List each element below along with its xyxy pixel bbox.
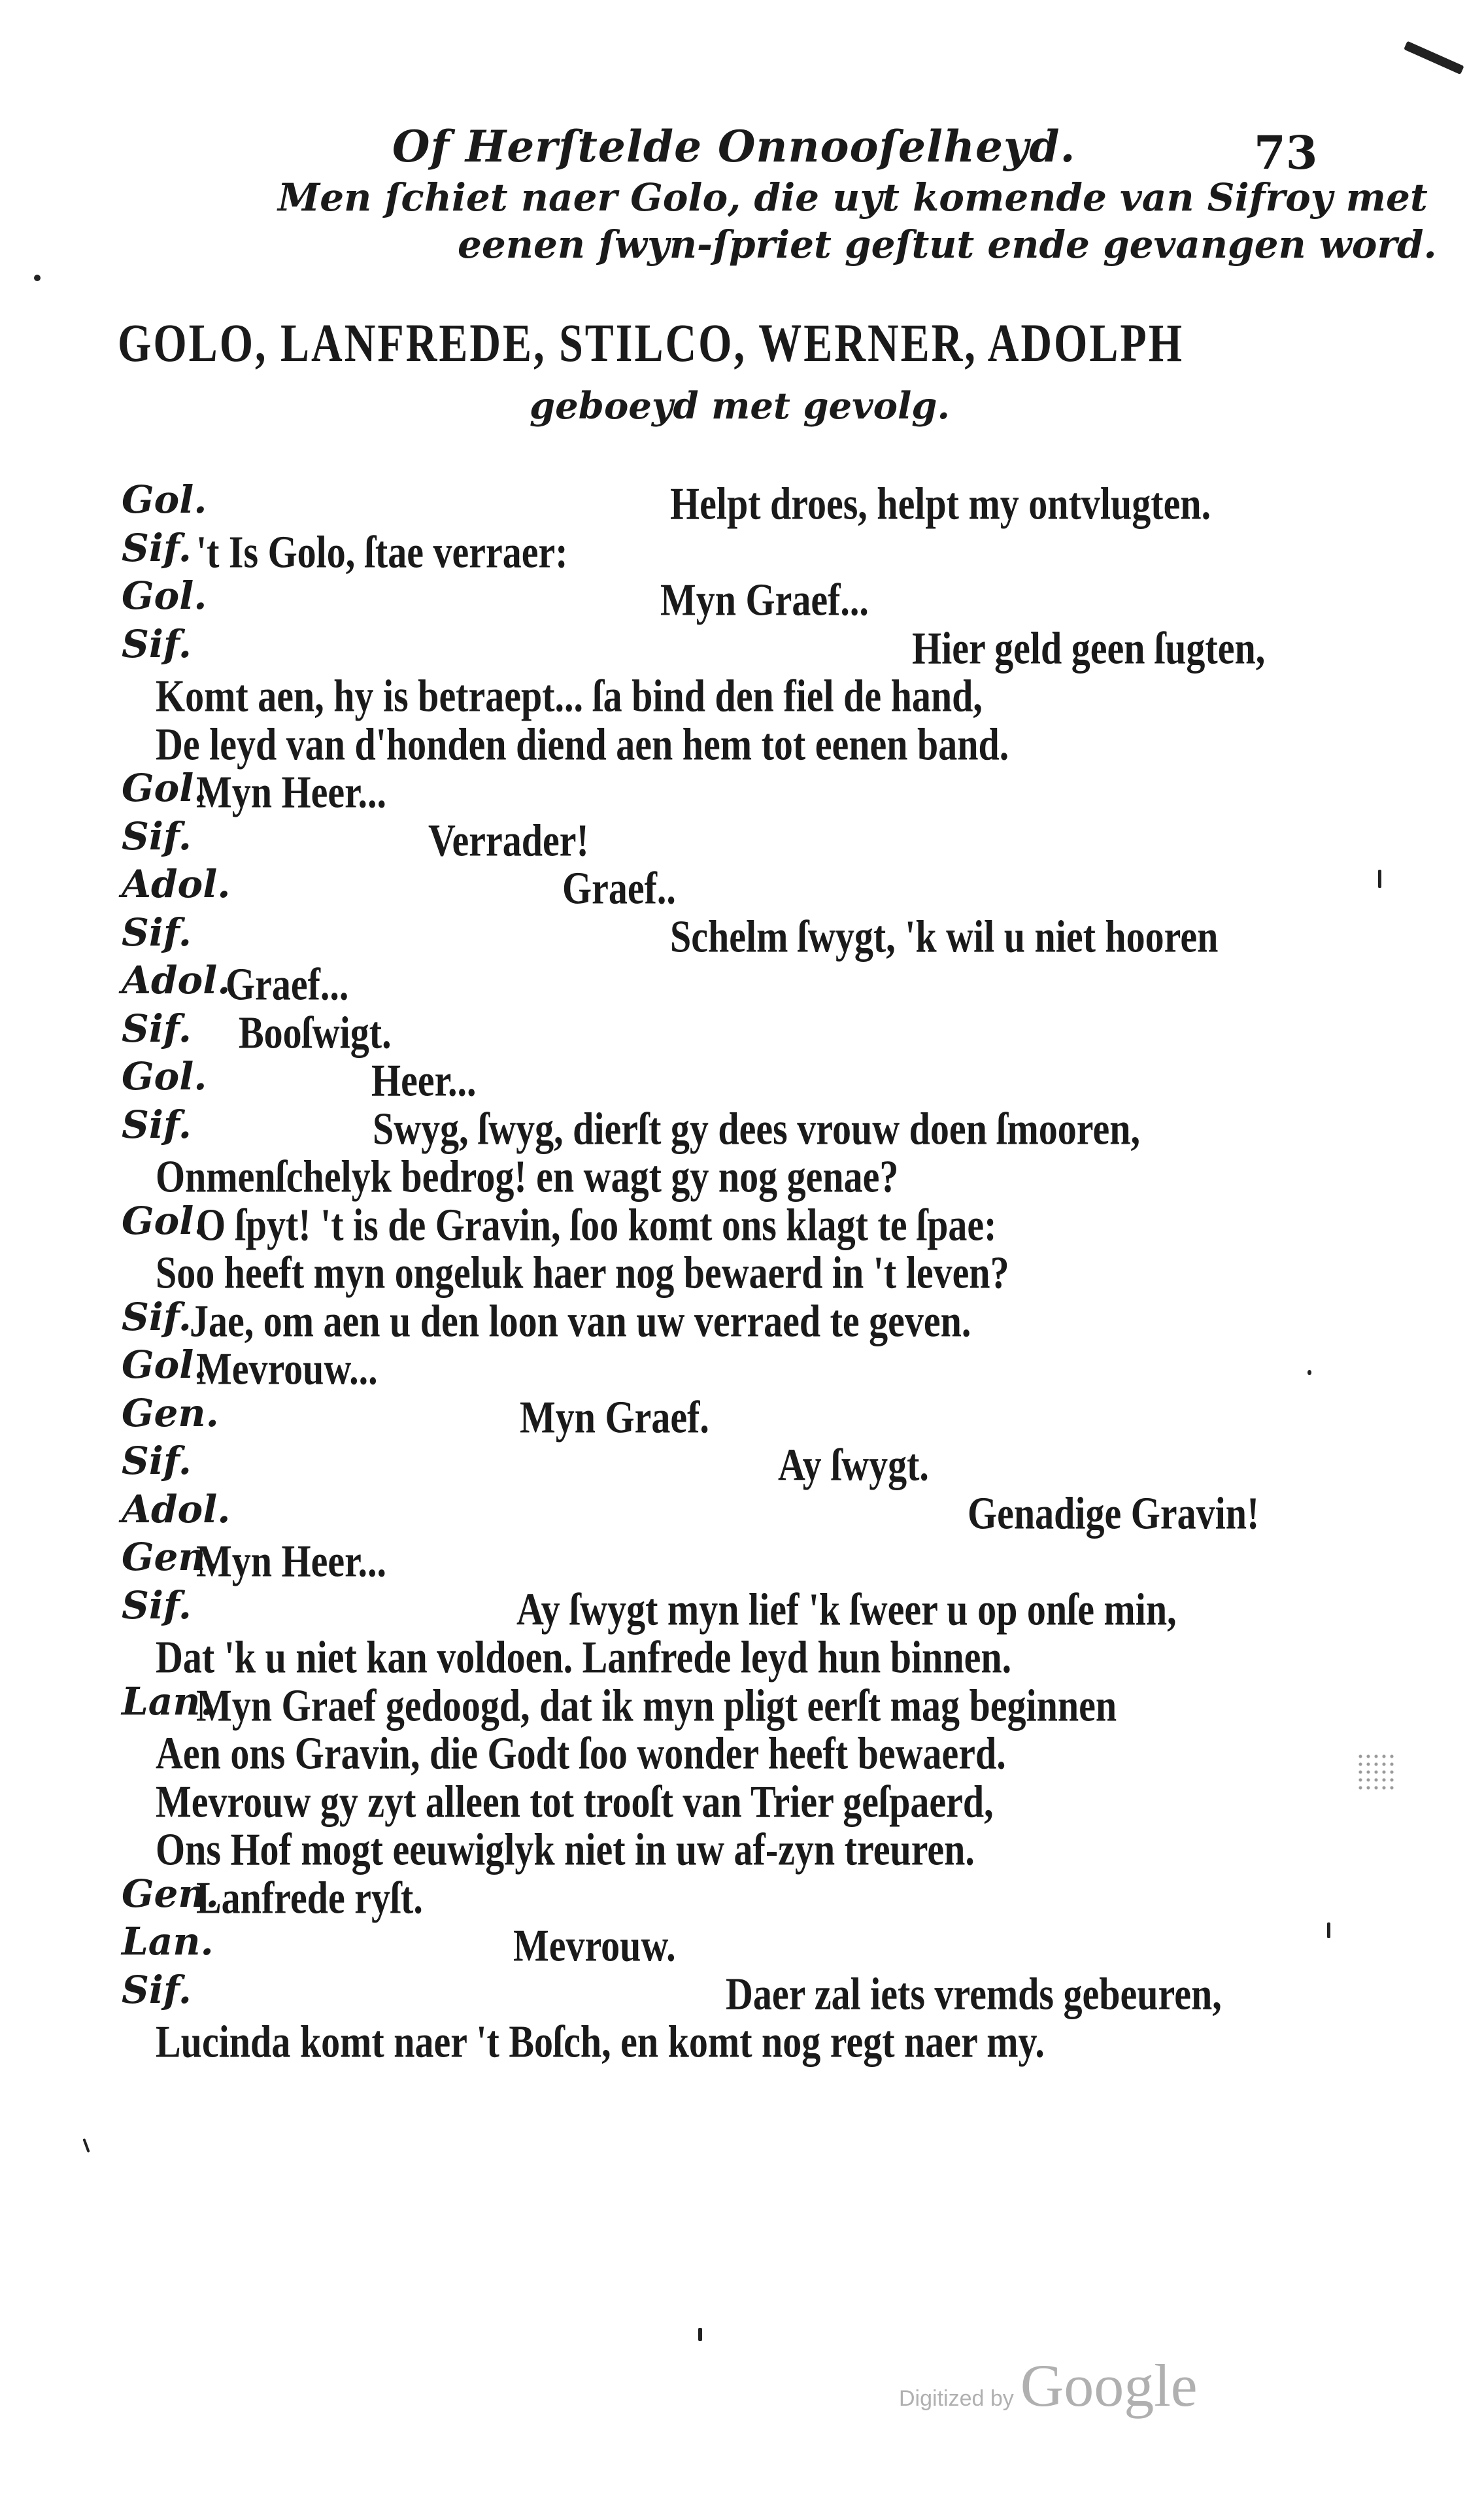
speech-text: Booſwigt. <box>239 1006 392 1058</box>
speaker-name: Gen. <box>122 1535 219 1579</box>
dialogue-line <box>0 718 1484 770</box>
dialogue-line <box>0 1390 1484 1443</box>
watermark-brand: Google <box>1020 2352 1198 2419</box>
speaker-name: Sif. <box>122 910 192 955</box>
dialogue-line <box>0 1727 1484 1779</box>
dialogue-line <box>0 670 1484 722</box>
dialogue-line <box>0 1198 1484 1250</box>
speech-text: Helpt droes, helpt my ontvlugten. <box>670 478 1211 530</box>
scan-corner-mark <box>1404 41 1464 75</box>
speech-text: Ay ſwygt myn lief 'k ſweer u op onſe min, <box>516 1583 1177 1635</box>
speech-text: Dat 'k u niet kan voldoen. Lanfrede leyd hun binnen. <box>156 1631 1012 1683</box>
margin-speck <box>82 2138 90 2153</box>
dialogue-line <box>0 621 1484 674</box>
speech-text: Hier geld geen ſugten, <box>912 622 1266 674</box>
speech-text: Myn Heer... <box>196 1535 387 1587</box>
speaker-name: Gol. <box>122 1198 207 1243</box>
dialogue-line <box>0 573 1484 626</box>
speaker-name: Gen. <box>122 1871 219 1916</box>
dialogue-line <box>0 1294 1484 1346</box>
speech-text: Jae, om aen u den loon van uw verraed te geven. <box>190 1295 971 1346</box>
speech-text: Daer zal iets vremds gebeuren, <box>726 1968 1222 2019</box>
dialogue-line <box>0 958 1484 1010</box>
speech-text: Aen ons Gravin, die Godt ſoo wonder heeft bewaerd. <box>156 1728 1006 1779</box>
dialogue-line <box>0 1102 1484 1154</box>
dialogue-line <box>0 1342 1484 1395</box>
speech-text: O ſpyt! 't is de Gravin, ſoo komt ons klagt te ſpae: <box>196 1199 997 1250</box>
dialogue-line <box>0 1823 1484 1875</box>
speech-text: Swyg, ſwyg, dierſt gy dees vrouw doen ſmooren, <box>373 1102 1140 1154</box>
speech-text: Myn Graef. <box>520 1391 709 1443</box>
speech-text: Myn Graef gedoogd, dat ik myn pligt eerſt mag beginnen <box>196 1679 1117 1731</box>
speaker-name: Adol. <box>122 862 231 906</box>
running-head: Of Herſtelde Onnooſelheyd. <box>392 121 1076 172</box>
dialogue-line <box>0 1535 1484 1587</box>
dialogue-line <box>0 862 1484 914</box>
dialogue-line <box>0 1582 1484 1635</box>
speech-text: Mevrouw... <box>196 1343 378 1395</box>
speaker-name: Adol. <box>122 958 231 1002</box>
dialogue-line <box>0 1054 1484 1106</box>
speaker-name: Gol. <box>122 477 207 522</box>
dialogue-line <box>0 1150 1484 1203</box>
speaker-name: Sif. <box>122 1294 192 1339</box>
dialogue-line <box>0 1919 1484 1972</box>
speaker-name: Sif. <box>122 1439 192 1483</box>
speech-text: Lanfrede ryſt. <box>196 1871 423 1923</box>
cast-list: GOLO, LANFREDE, STILCO, WERNER, ADOLPH <box>118 313 1185 373</box>
dialogue-line <box>0 1967 1484 2019</box>
dialogue-line <box>0 1439 1484 1491</box>
margin-speck <box>1378 870 1381 888</box>
speaker-name: Lan. <box>122 1919 214 1964</box>
dialogue-line <box>0 766 1484 818</box>
dialogue-line <box>0 1486 1484 1539</box>
speech-text: Myn Graef... <box>660 574 869 626</box>
dialogue-line <box>0 525 1484 577</box>
speaker-name: Sif. <box>122 621 192 666</box>
speech-text: Mevrouw gy zyt alleen tot trooſt van Trier geſpaerd, <box>156 1775 994 1827</box>
speaker-name: Adol. <box>122 1486 231 1531</box>
speech-text: De leyd van d'honden diend aen hem tot eenen band. <box>156 718 1009 770</box>
digitized-by-google-watermark <box>899 2351 1198 2420</box>
speech-text: Komt aen, hy is betraept... ſa bind den fiel de hand, <box>156 670 983 722</box>
dialogue-line <box>0 1871 1484 1923</box>
speech-text: Graef... <box>226 959 349 1010</box>
speech-text: Graef.. <box>562 863 676 914</box>
speech-text: Soo heeft myn ongeluk haer nog bewaerd in 't leven? <box>156 1247 1009 1299</box>
dialogue-line <box>0 1775 1484 1827</box>
speech-text: Ay ſwygt. <box>778 1439 929 1491</box>
stage-direction-line-1: Men ſchiet naer Golo, die uyt komende van Sifroy met <box>278 175 1428 220</box>
margin-speck <box>1327 1922 1330 1938</box>
speech-text: Onmenſchelyk bedrog! en wagt gy nog genae? <box>156 1151 899 1203</box>
margin-speck <box>698 2328 702 2341</box>
cast-subtitle: geboeyd met gevolg. <box>530 384 950 428</box>
margin-speck <box>34 275 41 281</box>
speaker-name: Sif. <box>122 1102 192 1147</box>
speaker-name: Gol. <box>122 1054 207 1099</box>
margin-speck <box>1357 1752 1396 1792</box>
speech-text: Genadige Gravin! <box>968 1487 1260 1539</box>
watermark-prefix: Digitized by <box>899 2386 1014 2411</box>
speech-text: Mevrouw. <box>513 1920 676 1972</box>
speaker-name: Gol. <box>122 1342 207 1387</box>
speaker-name: Sif. <box>122 813 192 859</box>
speech-text: Heer... <box>371 1055 477 1106</box>
dialogue-line <box>0 1679 1484 1731</box>
dialogue-line <box>0 1631 1484 1683</box>
dialogue-line <box>0 2015 1484 2068</box>
speech-text: Schelm ſwygt, 'k wil u niet hooren <box>670 910 1219 962</box>
speaker-name: Sif. <box>122 1582 192 1628</box>
speaker-name: Sif. <box>122 525 192 570</box>
dialogue-line <box>0 1006 1484 1058</box>
speech-text: 't Is Golo, ſtae verraer: <box>196 526 568 577</box>
speaker-name: Gen. <box>122 1390 219 1435</box>
dialogue-line <box>0 910 1484 962</box>
page-number: 73 <box>1254 126 1318 180</box>
speech-text: Verrader! <box>428 814 589 866</box>
speaker-name: Lan. <box>122 1679 214 1724</box>
speech-text: Myn Heer... <box>196 766 387 818</box>
stage-direction-line-2: eenen ſwyn-ſpriet geſtut ende gevangen word. <box>458 222 1437 267</box>
speaker-name: Gol. <box>122 766 207 810</box>
speech-text: Lucinda komt naer 't Boſch, en komt nog regt naer my. <box>156 2016 1045 2068</box>
dialogue-line <box>0 477 1484 530</box>
dialogue-line <box>0 813 1484 866</box>
dialogue-line <box>0 1246 1484 1299</box>
speaker-name: Sif. <box>122 1967 192 2012</box>
margin-speck <box>1307 1370 1311 1375</box>
speech-text: Ons Hof mogt eeuwiglyk niet in uw af-zyn treuren. <box>156 1824 975 1875</box>
speaker-name: Sif. <box>122 1006 192 1051</box>
speaker-name: Gol. <box>122 573 207 618</box>
